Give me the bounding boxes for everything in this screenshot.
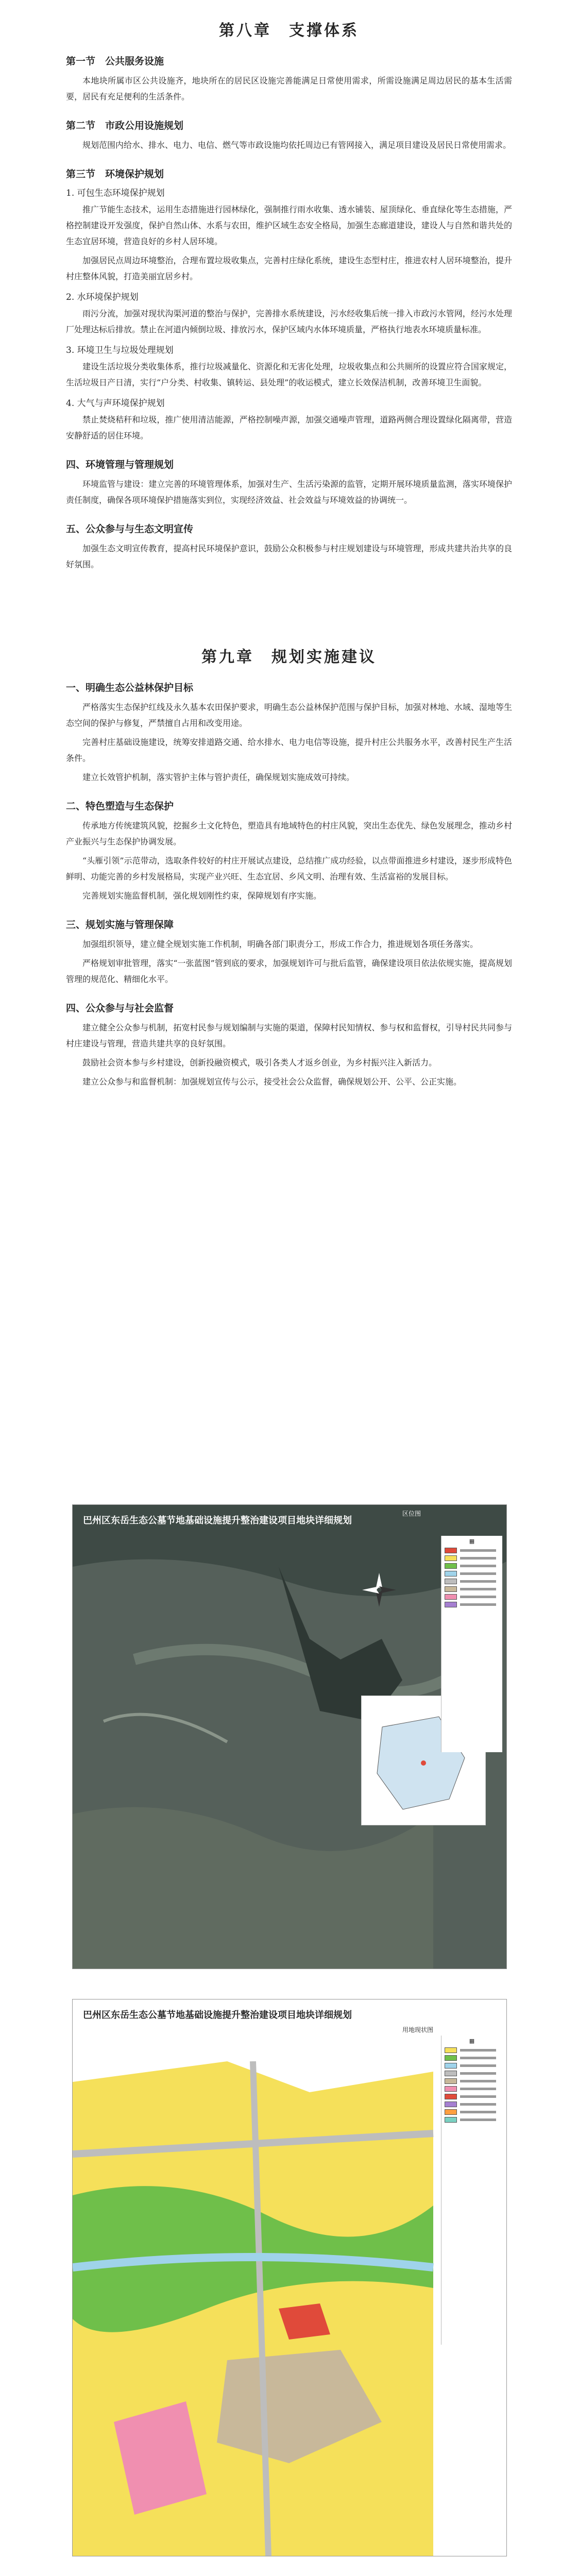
section-heading: 第一节 公共服务设施 [66,56,164,67]
paragraph: 严格落实生态保护红线及永久基本农田保护要求，明确生态公益林保护范围与保护目标，加强对林地、水域、湿地等生态空间的保护与修复，严禁擅自占用和改变用途。 [66,702,512,728]
paragraph: 传承地方传统建筑风貌，挖掘乡土文化特色，塑造具有地域特色的村庄风貌，突出生态优先、绿色发展理念，推动乡村产业振兴与生态保护协调发展。 [66,821,512,846]
chapter-8 [66,18,512,575]
legend-title: ▦ [469,2038,475,2044]
map-legend [441,1536,502,1752]
paragraph: 加强居民点周边环境整治，合理布置垃圾收集点，完善村庄绿化系统，建设生态型村庄，推进农村人居环境整治，提升村庄整体风貌，打造美丽宜居乡村。 [66,256,512,281]
map-figure-1 [72,1504,507,1969]
map-kind-label: 区位图 [402,1510,421,1517]
compass-icon [361,1572,397,1608]
paragraph: 鼓励社会资本参与乡村建设，创新投融资模式，吸引各类人才返乡创业，为乡村振兴注入新活力。 [82,1058,437,1067]
paragraph: “头雁引领”示范带动，选取条件较好的村庄开展试点建设，总结推广成功经验，以点带面推进乡村建设，逐步形成特色鲜明、功能完善的乡村发展格局，实现产业兴旺、生态宜居、乡风文明、治理有效、生活富裕的发展目标。 [66,856,512,882]
subsection-heading: 4. 大气与声环境保护规划 [66,398,165,409]
map-title: 巴州区东岳生态公墓节地基础设施提升整治建设项目地块详细规划 [83,2010,352,2021]
section-heading: 二、特色塑造与生态保护 [66,801,174,812]
paragraph: 建立长效管护机制，落实管护主体与管护责任，确保规划实施成效可持续。 [82,772,355,782]
section-heading: 第二节 市政公用设施规划 [66,120,184,131]
map-title: 巴州区东岳生态公墓节地基础设施提升整治建设项目地块详细规划 [83,1515,352,1526]
paragraph: 建立健全公众参与机制，拓宽村民参与规划编制与实施的渠道，保障村民知情权、参与权和监督权，引导村民共同参与村庄建设与管理，营造共建共享的良好氛围。 [66,1023,512,1048]
subsection-heading: 1. 可包生态环境保护规划 [66,188,165,198]
chapter-9-title: 第九章 规划实施建议 [201,648,377,666]
paragraph: 完善规划实施监督机制，强化规划刚性约束，保障规划有序实施。 [82,891,322,901]
paragraph: 规划范围内给水、排水、电力、电信、燃气等市政设施均依托周边已有管网接入，满足项目建设及居民日常使用需求。 [82,140,512,150]
map-figure-2 [72,1999,507,2556]
section-heading: 五、公众参与与生态文明宣传 [66,523,194,535]
section-heading: 四、公众参与与社会监督 [66,1003,174,1014]
paragraph: 本地块所属市区公共设施齐，地块所在的居民区设施完善能满足日常使用需求，所需设施满足周边居民的基本生活需要，居民有充足便利的生活条件。 [66,76,512,101]
subsection-heading: 2. 水环境保护规划 [66,292,139,302]
section-heading: 三、规划实施与管理保障 [66,919,174,930]
paragraph: 环境监管与建设：建立完善的环境管理体系，加强对生产、生活污染源的监管，定期开展环境质量监测，落实环境保护责任制度，确保各项环境保护措施落实到位，实现经济效益、社会效益与环境效益的协调统一。 [66,479,512,505]
map-kind-label: 用地现状图 [402,2026,434,2033]
paragraph: 推广节能生态技术，运用生态措施进行园林绿化，强制推行雨水收集、透水铺装、屋顶绿化、垂直绿化等生态措施，严格控制建设开发强度，保护自然山体、水系与农田，维护区域生态安全格局，加强生态廊道建设，建设人与自然和谐共处的生态宜居环境，营造良好的乡村人居环境。 [66,205,512,246]
section-heading: 四、环境管理与管理规划 [66,459,174,470]
map-legend [441,2036,502,2345]
legend-title: ▦ [469,1538,475,1545]
paragraph: 严格规划审批管理，落实“一张蓝图”管到底的要求，加强规划许可与批后监管，确保建设项目依法依规实施，提高规划管理的规范化、精细化水平。 [66,958,512,984]
chapter-8-title: 第八章 支撑体系 [219,22,359,40]
paragraph: 加强生态文明宣传教育，提高村民环境保护意识，鼓励公众积极参与村庄规划建设与环境管理，形成共建共治共享的良好氛围。 [66,544,512,569]
paragraph: 建立公众参与和监督机制：加强规划宣传与公示，接受社会公众监督，确保规划公开、公平、公正实施。 [82,1077,462,1087]
paragraph: 建设生活垃圾分类收集体系，推行垃圾减量化、资源化和无害化处理，垃圾收集点和公共厕所的设置应符合国家规定，生活垃圾日产日清，实行“户分类、村收集、镇转运、县处理”的收运模式，建立长效保洁机制，改善环境卫生面貌。 [66,362,512,387]
subsection-heading: 3. 环境卫生与垃圾处理规划 [66,345,174,355]
paragraph: 完善村庄基础设施建设，统筹安排道路交通、给水排水、电力电信等设施，提升村庄公共服务水平，改善村民生产生活条件。 [66,737,512,763]
section-heading: 第三节 环境保护规划 [66,168,164,180]
paragraph: 禁止焚烧秸秆和垃圾，推广使用清洁能源，严格控制噪声源，加强交通噪声管理，道路两侧合理设置绿化隔离带，营造安静舒适的居住环境。 [66,415,512,440]
paragraph: 雨污分流，加强对现状沟渠河道的整治与保护，完善排水系统建设，污水经收集后统一排入市政污水管网，经污水处理厂处理达标后排放。禁止在河道内倾倒垃圾、排放污水，保护区域内水体环境质量，严格执行地表水环境质量标准。 [66,309,512,334]
chapter-9 [66,644,512,1093]
paragraph: 加强组织领导，建立健全规划实施工作机制，明确各部门职责分工，形成工作合力，推进规划各项任务落实。 [82,939,479,949]
section-heading: 一、明确生态公益林保护目标 [66,682,194,693]
